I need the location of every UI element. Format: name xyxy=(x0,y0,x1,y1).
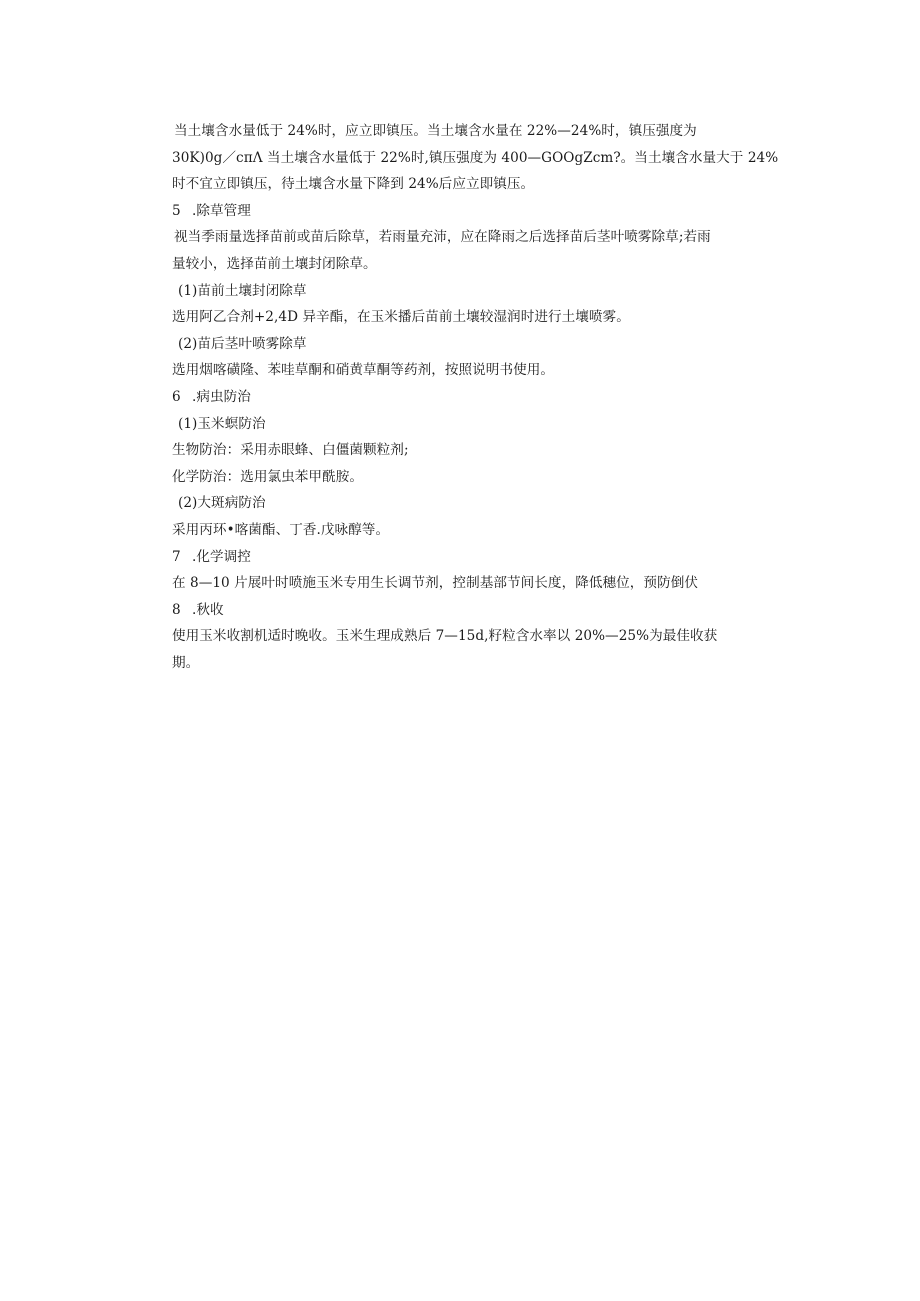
paragraph-line: 当土壤含水量低于 24%时，应立即镇压。当土壤含水量在 22%—24%时，镇压强度为 xyxy=(174,123,697,139)
section-heading-harvest xyxy=(172,597,798,624)
section-number: 6 xyxy=(172,388,181,405)
section-heading-weeding xyxy=(172,198,798,225)
paragraph-line: 化学防治：选用氯虫苯甲酰胺。 xyxy=(172,468,364,485)
paragraph-line: 时不宜立即镇压，待土壤含水量下降到 24%后应立即镇压。 xyxy=(172,176,535,193)
section-number: 8 xyxy=(172,601,181,618)
paragraph-line: 采用丙环•喀菌酯、丁香.戊咏醇等。 xyxy=(172,521,390,538)
section-title: .化学调控 xyxy=(192,548,251,565)
section-number: 7 xyxy=(172,548,181,565)
section-title: .秋收 xyxy=(192,601,224,618)
subsection-heading: (1)苗前土壤封闭除草 xyxy=(178,282,307,299)
section-heading-chemical-control xyxy=(172,544,798,571)
section-title: .病虫防治 xyxy=(192,388,251,405)
section-number: 5 xyxy=(172,202,181,219)
paragraph-line: 使用玉米收割机适时晚收。玉米生理成熟后 7—15d,籽粒含水率以 20%—25%为最佳收获 xyxy=(172,628,718,645)
paragraph-line: 视当季雨量选择苗前或苗后除草，若雨量充沛，应在降雨之后选择苗后茎叶喷雾除草;若雨 xyxy=(174,229,711,246)
subsection-heading: (1)玉米螟防治 xyxy=(178,415,266,432)
paragraph-line: 生物防治：采用赤眼蜂、白僵菌颗粒剂; xyxy=(172,442,409,459)
paragraph-line: 期。 xyxy=(172,654,200,671)
section-title: .除草管理 xyxy=(192,202,251,219)
paragraph-line: 30K)0g／cπΛ 当土壤含水量低于 22%时,镇压强度为 400—GOOgZcm?。当土壤含水量大于 24% xyxy=(172,149,779,166)
document-body xyxy=(172,118,798,676)
subsection-heading: (2)大斑病防治 xyxy=(178,495,266,512)
paragraph-line: 选用烟喀磺隆、苯哇草酮和硝黄草酮等药剂，按照说明书使用。 xyxy=(172,362,555,379)
paragraph-line: 选用阿乙合剂+2,4D 异辛酯，在玉米播后苗前土壤较湿润时进行土壤喷雾。 xyxy=(172,309,630,326)
subsection-heading: (2)苗后茎叶喷雾除草 xyxy=(178,335,307,352)
paragraph-line: 在 8—10 片展叶时喷施玉米专用生长调节剂，控制基部节间长度，降低穗位，预防倒伏 xyxy=(172,575,699,592)
section-heading-pest-control xyxy=(172,384,798,411)
paragraph-line: 量较小，选择苗前土壤封闭除草。 xyxy=(172,255,377,272)
